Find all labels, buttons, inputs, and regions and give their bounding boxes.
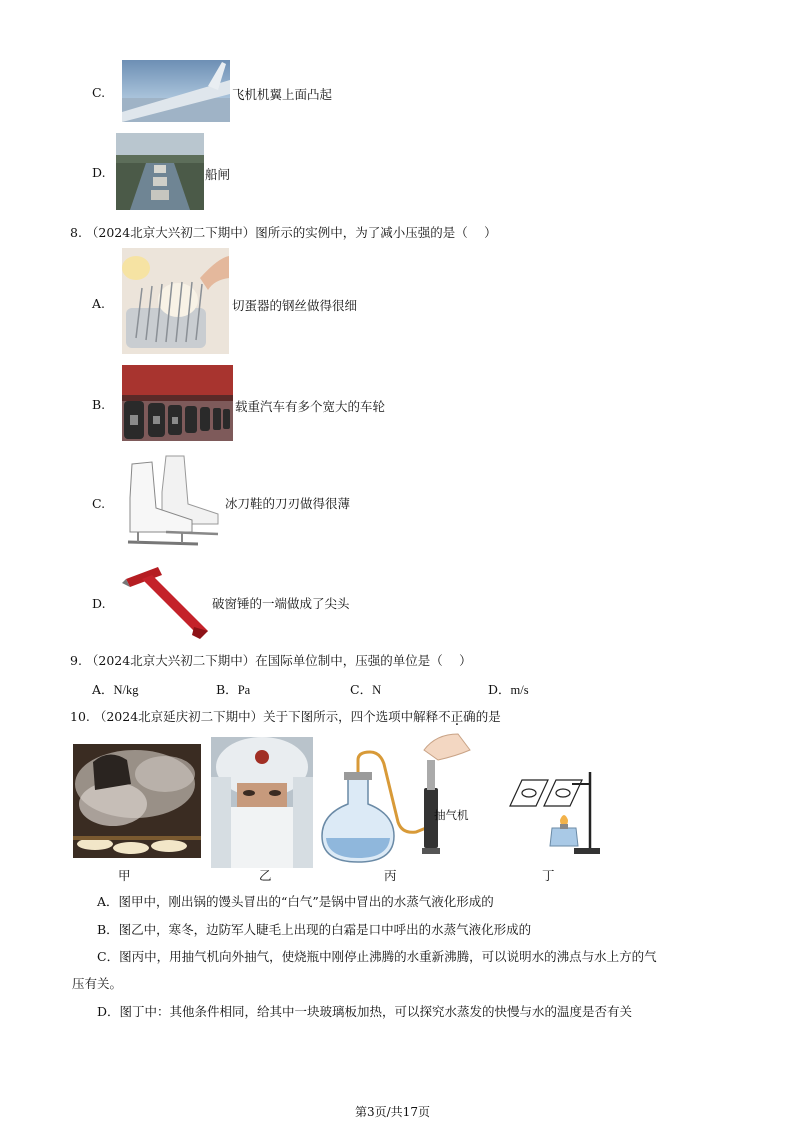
ice-skates-image [122, 452, 222, 552]
q10-stem-before: 10. （2024北京延庆初二下期中）关于下图所示，四个选项中解释 [70, 709, 439, 724]
q10-stem-emphasis: 不正确 [438, 709, 476, 724]
page-footer: 第3页/共17页 [355, 1105, 430, 1119]
q8-stem: 8. （2024北京大兴初二下期中）图所示的实例中，为了减小压强的是（ ） [70, 225, 497, 240]
q9-option-d-text: m/s [510, 683, 529, 697]
q9-option-b-letter: B． [216, 682, 238, 697]
q8-option-d-text: 破窗锤的一端做成了尖头 [212, 596, 350, 611]
q9-option-a-letter: A． [92, 682, 114, 697]
q9-option-a-text: N/kg [113, 683, 139, 697]
q10-option-d: D．图丁中：其他条件相同，给其中一块玻璃板加热，可以探究水蒸发的快慢与水的温度是否有关 [97, 1004, 633, 1019]
q8-option-a-letter: A. [92, 296, 106, 311]
q10-stem-after: 的是 [475, 709, 501, 724]
caption-bing: 丙 [384, 868, 397, 883]
q9-option-d [488, 680, 529, 698]
q9-option-a [92, 680, 139, 698]
q9-option-b [216, 680, 250, 698]
q8-option-a-text: 切蛋器的钢丝做得很细 [232, 298, 358, 313]
caption-jia: 甲 [118, 868, 131, 883]
q8-option-b-letter: B. [92, 397, 106, 412]
caption-ding: 丁 [542, 868, 555, 883]
q8-option-d-letter: D. [92, 596, 106, 611]
q8-option-c-text: 冰刀鞋的刀刃做得很薄 [225, 496, 351, 511]
pump-label: 抽气机 [434, 808, 469, 822]
q9-option-d-letter: D． [488, 682, 511, 697]
safety-hammer-image [122, 565, 210, 640]
ship-lock-image [116, 133, 204, 210]
q7-option-d-text: 船闸 [205, 167, 231, 182]
glass-plate-burner-diagram [502, 770, 602, 856]
q10-option-a: A．图甲中，刚出锅的馒头冒出的“白气”是锅中冒出的水蒸气液化形成的 [97, 894, 494, 909]
q9-option-b-text: Pa [237, 683, 251, 697]
q9-option-c [350, 680, 381, 698]
q7-option-c-letter: C. [92, 85, 106, 100]
q8-option-b-text: 载重汽车有多个宽大的车轮 [235, 399, 386, 414]
q10-option-c-cont: 压有关。 [72, 976, 123, 991]
q7-option-c-text: 飞机机翼上面凸起 [232, 87, 333, 102]
frosted-soldier-image [211, 737, 313, 868]
q9-stem: 9. （2024北京大兴初二下期中）在国际单位制中，压强的单位是（ ） [70, 653, 472, 668]
caption-yi: 乙 [259, 868, 272, 883]
q10-option-b: B．图乙中，寒冬，边防军人睫毛上出现的白霜是口中呼出的水蒸气液化形成的 [97, 922, 532, 937]
heavy-truck-image [122, 365, 233, 441]
q9-option-c-text: N [372, 683, 382, 697]
q10-option-c: C．图丙中，用抽气机向外抽气，使烧瓶中刚停止沸腾的水重新沸腾，可以说明水的沸点与水上方的气 [97, 949, 657, 964]
steaming-buns-image [73, 744, 201, 858]
q10-stem [70, 707, 501, 725]
egg-slicer-image [122, 248, 229, 354]
q7-option-d-letter: D. [92, 165, 106, 180]
q8-option-c-letter: C. [92, 496, 106, 511]
q9-option-c-letter: C． [350, 682, 373, 697]
flask-pump-diagram [318, 730, 478, 866]
airplane-wing-image [122, 60, 230, 122]
